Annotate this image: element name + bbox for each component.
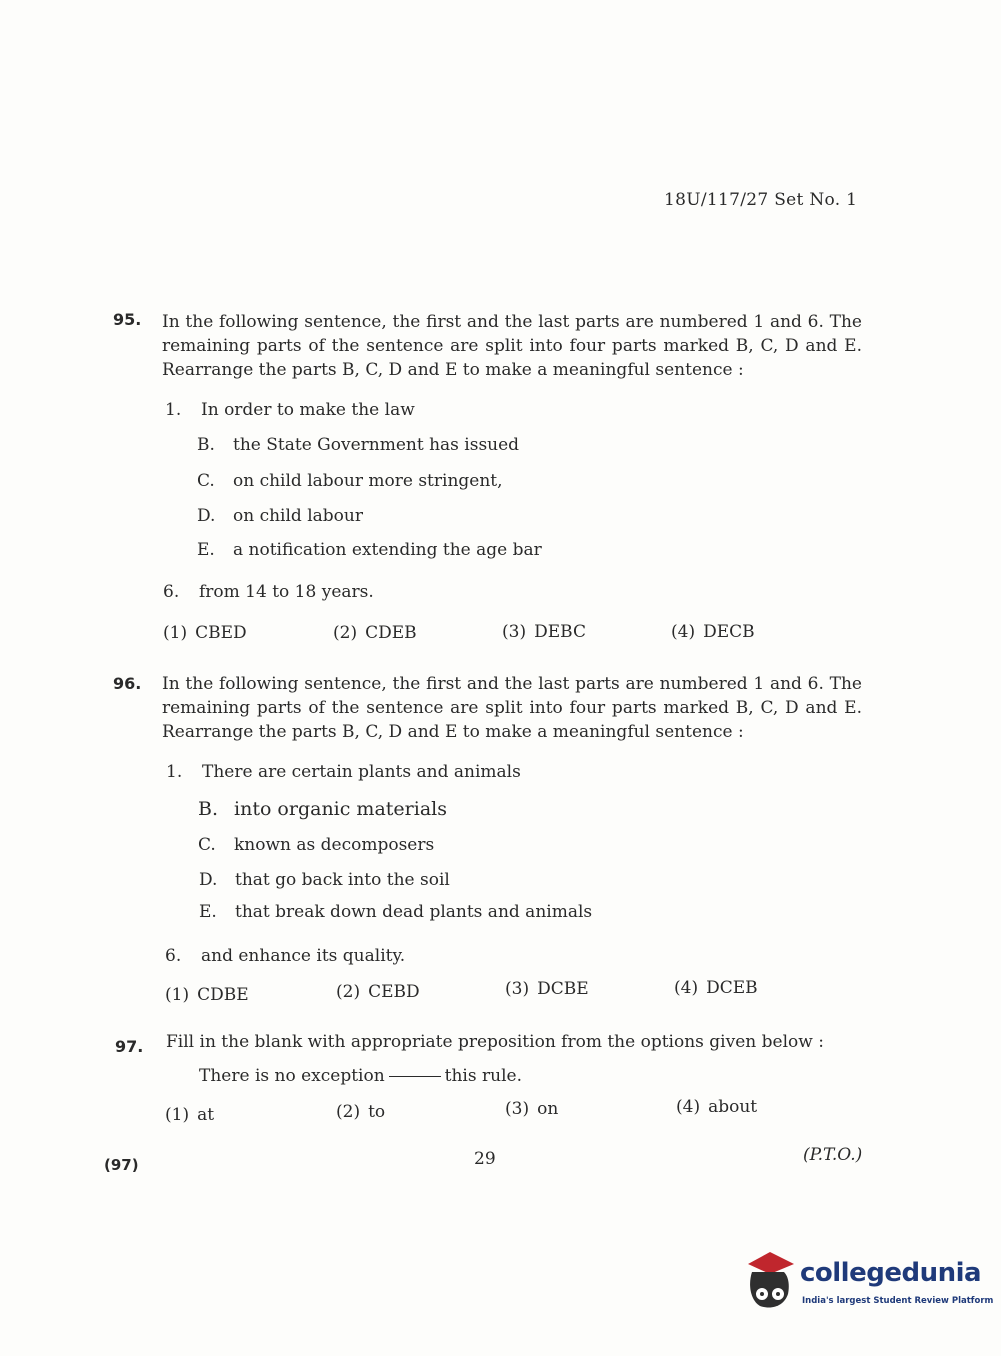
answer-option[interactable]: (1) CBED <box>163 623 247 643</box>
blank-line <box>389 1076 441 1077</box>
answer-option[interactable]: (1) CDBE <box>165 985 249 1005</box>
answer-option[interactable]: (4) about <box>676 1097 758 1117</box>
collegedunia-logo[interactable]: collegedunia India's largest Student Review Platform <box>742 1250 972 1320</box>
answer-option[interactable]: (3) DCBE <box>505 979 589 999</box>
answer-option[interactable]: (2) to <box>336 1102 386 1122</box>
mascot-icon <box>742 1250 798 1312</box>
question-stem: In the following sentence, the first and the last parts are numbered 1 and 6. The remaining parts of the sentence are split into four parts marked B, C, D and E. Rearrange the parts B, C, D and E to make a meaningful sentence : <box>162 312 862 380</box>
answer-option[interactable]: (1) at <box>165 1105 215 1125</box>
sentence-part: C. known as decomposers <box>198 835 435 855</box>
footer-code: (97) <box>104 1156 139 1174</box>
answer-option[interactable]: (3) on <box>505 1099 559 1119</box>
sentence-part: D. that go back into the soil <box>199 870 450 890</box>
pto-note: (P.T.O.) <box>803 1145 863 1165</box>
sentence-part: C. on child labour more stringent, <box>197 471 503 491</box>
sentence-part: E. that break down dead plants and animals <box>199 902 593 922</box>
answer-option[interactable]: (4) DCEB <box>674 978 758 998</box>
answer-option[interactable]: (3) DEBC <box>502 622 586 642</box>
sentence-part: D. on child labour <box>197 506 363 526</box>
answer-option[interactable]: (4) DECB <box>671 622 755 642</box>
sentence-part: 6. and enhance its quality. <box>165 946 406 966</box>
question-stem: Fill in the blank with appropriate preposition from the options given below : <box>166 1032 824 1052</box>
question-number: 97. <box>115 1037 144 1056</box>
sentence-part: 1. In order to make the law <box>165 400 415 420</box>
sentence-part: E. a notification extending the age bar <box>197 540 542 560</box>
question-number: 95. <box>113 310 142 329</box>
page-number: 29 <box>474 1149 496 1169</box>
sentence-part: B. the State Government has issued <box>197 435 520 455</box>
sentence-part: 1. There are certain plants and animals <box>166 762 521 782</box>
sentence-part: 6. from 14 to 18 years. <box>163 582 374 602</box>
answer-option[interactable]: (2) CDEB <box>333 623 417 643</box>
sentence-part: B. into organic materials <box>198 798 447 820</box>
paper-code: 18U/117/27 Set No. 1 <box>664 190 858 210</box>
answer-option[interactable]: (2) CEBD <box>336 982 420 1002</box>
question-number: 96. <box>113 674 142 693</box>
fill-blank-sentence: There is no exception this rule. <box>199 1066 522 1086</box>
question-stem: In the following sentence, the first and the last parts are numbered 1 and 6. The remaining parts of the sentence are split into four parts marked B, C, D and E. Rearrange the parts B, C, D and E to make a meaningful sentence : <box>162 674 862 742</box>
